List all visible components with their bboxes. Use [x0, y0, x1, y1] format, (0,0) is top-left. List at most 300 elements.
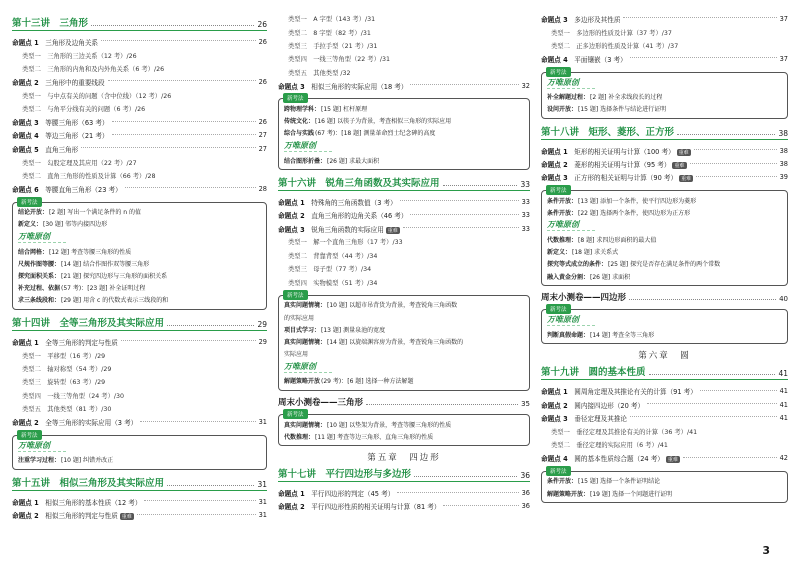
- page-ref: 40: [779, 295, 788, 304]
- method-line: [284, 115, 524, 127]
- item-key: 类型一: [551, 29, 570, 37]
- item-key: 命题点 2: [12, 78, 39, 87]
- difficulty-badge: 重难: [681, 176, 692, 183]
- toc-item-label: [278, 210, 407, 220]
- item-text: 轴对称型（54 考）/29: [47, 365, 112, 373]
- toc-item-label: [22, 51, 137, 60]
- method-text: [14 题] 以旋端渊容房为背景，考查锐角三角函数的: [327, 338, 464, 346]
- item-text: 直角三角形的性质及计算（66 考）/28: [47, 173, 156, 181]
- item-text: 锐角三角函数的实际应用: [311, 225, 384, 234]
- item-text: 圆内接四边形（20 考）: [574, 401, 645, 410]
- method-label: 探究等式成立的条件：: [547, 261, 608, 269]
- toc-subitem[interactable]: [12, 62, 267, 75]
- method-line: [18, 206, 261, 218]
- item-key: 类型三: [22, 379, 41, 387]
- lecture-17-header[interactable]: [278, 466, 530, 482]
- item-key: 类型二: [551, 442, 570, 450]
- item-text: 与角平分线有关的问题（6 考）/26: [47, 106, 146, 114]
- item-text: 一线三等角型（22 考）/31: [313, 56, 391, 64]
- item-key: 命题点 2: [278, 503, 305, 512]
- item-key: 类型二: [22, 65, 41, 73]
- method-line: [18, 218, 261, 230]
- page-ref: 41: [779, 400, 788, 409]
- toc-item[interactable]: [12, 75, 267, 88]
- page-ref: 38: [779, 146, 788, 155]
- method-label: 新定义：: [547, 249, 572, 257]
- toc-item[interactable]: [278, 195, 530, 208]
- toc-item[interactable]: [12, 495, 267, 508]
- toc-item[interactable]: [278, 486, 530, 499]
- page-ref: 41: [779, 413, 788, 422]
- weekend-quiz-quadrilateral[interactable]: [541, 291, 788, 303]
- lecture-15-cont-items: [278, 12, 530, 92]
- page-ref: 31: [258, 497, 267, 506]
- method-line: [284, 335, 524, 347]
- item-key: 命题点 1: [12, 338, 39, 347]
- method-line: [547, 91, 782, 103]
- method-label: 新定义：: [18, 221, 43, 229]
- toc-item-label: [278, 224, 400, 234]
- toc-subitem[interactable]: [278, 275, 530, 288]
- method-label: 结合图形折叠：: [284, 157, 327, 165]
- method-text: [13 题] 添加一个条件，使平行四边形为菱形: [578, 197, 697, 205]
- toc-item-label: [22, 171, 156, 180]
- method-text: [14 题] 结合作图作双等腰三角形: [61, 260, 150, 268]
- new-method-tag: 新考法: [546, 185, 571, 195]
- page-ref: 29: [258, 337, 267, 346]
- lecture-title: 第十八讲 矩形、菱形、正方形: [541, 126, 675, 138]
- method-line: [18, 257, 261, 269]
- method-label: 注重学习过程：: [18, 457, 61, 465]
- item-key: 类型一: [288, 239, 307, 247]
- method-line: [547, 475, 782, 487]
- method-text: [30 题] 邻等内接四边形: [43, 221, 108, 229]
- toc-item[interactable]: [12, 182, 267, 195]
- difficulty-badge: 重难: [387, 227, 398, 234]
- page-ref: 39: [779, 173, 788, 182]
- lecture-17-cont-items: [541, 12, 788, 66]
- quiz-title: 周末小测卷——四边形: [541, 293, 627, 304]
- method-line: [18, 294, 261, 306]
- item-text: 三角形的三边关系（12 考）/26: [47, 52, 137, 60]
- toc-item[interactable]: [278, 500, 530, 513]
- item-key: 类型一: [288, 16, 307, 24]
- method-line: [547, 194, 782, 206]
- item-text: 平行四边形的判定（45 考）: [311, 490, 395, 499]
- item-key: 类型一: [22, 159, 41, 167]
- toc-item[interactable]: [278, 208, 530, 221]
- item-key: 类型四: [288, 279, 307, 287]
- item-text: 三角形中的重要线段: [45, 78, 105, 87]
- item-key: 类型四: [22, 392, 41, 400]
- toc-item-label: [22, 104, 145, 113]
- chapter-title: 第六章 圆: [638, 351, 691, 362]
- toc-item[interactable]: [541, 157, 788, 170]
- toc-subitem[interactable]: [541, 25, 788, 38]
- toc-subitem[interactable]: [12, 375, 267, 388]
- item-key: 类型三: [288, 42, 307, 50]
- toc-item[interactable]: [541, 384, 788, 397]
- method-label: 判断真假命题：: [547, 331, 590, 339]
- original-label: 万唯原创: [18, 440, 66, 452]
- method-text: [29 题] 用含 c 的代数式表示三线段的和: [61, 297, 169, 305]
- method-text: [18 题] 求关系式: [572, 249, 619, 257]
- lecture-13-items: [12, 35, 267, 196]
- toc-item-label: [288, 54, 390, 63]
- item-text: 多边形的性质及计算（37 考）/37: [576, 29, 672, 37]
- method-text: 实际应用: [284, 351, 309, 359]
- method-label: 跨物理学科：: [284, 105, 321, 113]
- toc-subitem[interactable]: [278, 235, 530, 248]
- method-line: [284, 430, 524, 442]
- item-text: 正多边形的性质及计算（41 考）/37: [576, 42, 679, 50]
- toc-subitem[interactable]: [541, 425, 788, 438]
- toc-item[interactable]: [541, 52, 788, 65]
- toc-item-label: [12, 510, 134, 520]
- item-text: 与中点有关的问题（含中位线）（12 考）/26: [47, 92, 172, 100]
- toc-item-label: [278, 488, 394, 498]
- page-ref: 26: [257, 20, 267, 29]
- new-method-box: [541, 190, 788, 286]
- lecture-18-header[interactable]: [541, 124, 788, 140]
- toc-subitem[interactable]: [541, 39, 788, 52]
- page-ref: 37: [779, 14, 788, 23]
- toc-item[interactable]: [541, 12, 788, 25]
- item-text: 背靠背型（44 考）/34: [313, 252, 378, 260]
- new-method-tag: 新考法: [546, 466, 571, 476]
- item-text: 矩形的相关证明与计算（100 考）: [574, 147, 675, 156]
- method-line: [547, 103, 782, 115]
- item-text: 解一个直角三角形（17 考）/33: [313, 239, 403, 247]
- item-text: 一线三等角型（24 考）/30: [47, 392, 125, 400]
- toc-item[interactable]: [12, 35, 267, 48]
- item-text: 特殊角的三角函数值（3 考）: [311, 198, 397, 207]
- toc-item-label: [12, 337, 118, 347]
- method-text: [25 题] 探究是否存在满足条件的两个常数: [608, 261, 721, 269]
- column-2: [278, 12, 530, 513]
- toc-item[interactable]: [12, 508, 267, 521]
- toc-item-label: [288, 14, 375, 23]
- page-ref: 41: [779, 387, 788, 396]
- toc-item-label: [541, 172, 693, 182]
- method-label: 真实问题情境：: [284, 302, 327, 310]
- method-label: 真实问题情境：: [284, 421, 327, 429]
- item-key: 命题点 5: [12, 145, 39, 154]
- item-text: 旋转型（63 考）/29: [47, 379, 106, 387]
- method-label: 探究面积关系：: [18, 273, 61, 281]
- toc-item-label: [22, 404, 111, 413]
- item-text: 菱形的相关证明与计算（95 考）: [574, 161, 671, 170]
- item-key: 命题点 1: [12, 38, 39, 47]
- toc-item[interactable]: [12, 335, 267, 348]
- item-text: 全等三角形的判定与性质: [45, 338, 118, 347]
- method-label: 结论开放：: [18, 209, 49, 217]
- method-label: 条件开放：: [547, 197, 578, 205]
- method-text: [22 题] 选择两个条件，使四边形为正方形: [578, 209, 691, 217]
- item-key: 类型五: [22, 406, 41, 414]
- method-line: [547, 487, 782, 499]
- new-method-box: [541, 69, 788, 119]
- lecture-title: 第十四讲 全等三角形及其实际应用: [12, 318, 165, 329]
- toc-item-label: [551, 427, 697, 436]
- toc-item-label: [22, 351, 105, 360]
- item-text: 正方形的相关证明与计算（90 考）: [574, 174, 678, 183]
- column-1: [12, 12, 267, 522]
- toc-item-label: [541, 400, 644, 410]
- item-key: 类型二: [22, 173, 41, 181]
- toc-item-label: [12, 497, 141, 507]
- toc-item-label: [22, 64, 164, 73]
- page-ref: 31: [258, 418, 267, 427]
- lecture-13-header[interactable]: [12, 15, 267, 31]
- method-text: (29 考)：[6 题] 选择一种方法解题: [321, 378, 414, 386]
- item-key: 命题点 3: [541, 174, 568, 183]
- toc-item-label: [278, 197, 397, 207]
- toc-subitem[interactable]: [278, 39, 530, 52]
- method-label: 解题策略开放: [284, 378, 321, 386]
- method-text: [12 题] 考查等腰三角形的性质: [49, 248, 132, 256]
- method-line: [18, 282, 261, 294]
- item-text: 等边三角形（21 考）: [45, 132, 109, 141]
- toc-item[interactable]: [278, 79, 530, 92]
- item-key: 命题点 2: [12, 419, 39, 428]
- item-text: 勾股定理及其应用（22 考）/27: [47, 159, 137, 167]
- item-key: 命题点 3: [278, 225, 305, 234]
- toc-item-label: [551, 41, 678, 50]
- method-text: [26 题] 求面积: [590, 273, 631, 281]
- method-text: [21 题] 探究四边形与三角形的面积关系: [61, 273, 168, 281]
- difficulty-badge: 重难: [678, 149, 689, 156]
- toc-subitem[interactable]: [12, 348, 267, 361]
- original-label: 万唯原创: [284, 361, 332, 373]
- toc-subitem[interactable]: [278, 52, 530, 65]
- item-text: 圆周角定理及其推论有关的计算（91 考）: [574, 388, 697, 397]
- page-ref: 26: [258, 77, 267, 86]
- method-label: 代数推理：: [284, 433, 315, 441]
- toc-subitem[interactable]: [12, 389, 267, 402]
- toc-item-label: [288, 251, 377, 260]
- toc-subitem[interactable]: [12, 102, 267, 115]
- new-method-tag: 新考法: [17, 197, 42, 207]
- method-line: [284, 127, 524, 139]
- page-number: 3: [762, 544, 770, 557]
- item-text: 垂径定理及其推论: [574, 414, 628, 423]
- toc-item-label: [541, 453, 680, 463]
- item-text: 其他类型 /32: [313, 69, 351, 77]
- item-key: 类型五: [288, 69, 307, 77]
- page-ref: 36: [521, 489, 530, 498]
- lecture-19-header[interactable]: [541, 364, 788, 380]
- method-label: 补全解题过程：: [547, 94, 590, 102]
- weekend-quiz-triangle[interactable]: [278, 396, 530, 408]
- item-key: 命题点 2: [12, 512, 39, 520]
- original-label: 万唯原创: [18, 231, 66, 243]
- page-ref: 42: [779, 454, 788, 463]
- lecture-title: 第十九讲 圆的基本性质: [541, 367, 646, 379]
- toc-item-label: [541, 14, 620, 24]
- item-key: 类型三: [288, 266, 307, 274]
- toc-subitem[interactable]: [12, 169, 267, 182]
- method-label: 条件开放：: [547, 209, 578, 217]
- lecture-19-items: [541, 384, 788, 464]
- lecture-14-header[interactable]: [12, 315, 267, 331]
- toc-item-label: [288, 278, 377, 287]
- item-key: 命题点 2: [541, 161, 568, 170]
- method-text: [15 题] 选择一个条件证明结论: [578, 478, 661, 486]
- method-text: [13 题] 测量泉池的宽度: [321, 326, 386, 334]
- toc-subitem[interactable]: [12, 402, 267, 415]
- toc-item-label: [288, 264, 371, 273]
- method-label: 条件开放：: [547, 478, 578, 486]
- page-ref: 31: [257, 479, 267, 489]
- toc-item[interactable]: [541, 398, 788, 411]
- toc-item[interactable]: [12, 142, 267, 155]
- method-text: [10 题] 以垫架为背景，考查等腰三角形的性质: [327, 421, 452, 429]
- item-text: 平行四边形性质的相关证明与计算（81 考）: [311, 503, 441, 512]
- item-key: 类型一: [22, 52, 41, 60]
- toc-item-label: [288, 237, 403, 246]
- method-text: [15 题] 杠杆原理: [321, 105, 368, 113]
- toc-item[interactable]: [12, 415, 267, 428]
- page-ref: 36: [521, 502, 530, 511]
- method-label: 补充过程、依据: [18, 285, 61, 293]
- toc-item-label: [288, 28, 371, 37]
- item-key: 命题点 4: [541, 55, 568, 64]
- toc-subitem[interactable]: [278, 262, 530, 275]
- item-key: 类型二: [551, 42, 570, 50]
- toc-item-label: [288, 68, 351, 77]
- toc-subitem[interactable]: [278, 12, 530, 25]
- lecture-15-header[interactable]: [12, 475, 267, 491]
- toc-subitem[interactable]: [278, 25, 530, 38]
- page-ref: 33: [521, 197, 530, 206]
- item-text: 三角形及边角关系: [45, 38, 99, 47]
- lecture-16-header[interactable]: [278, 175, 530, 191]
- new-method-box: [278, 98, 530, 170]
- item-key: 类型四: [288, 56, 307, 64]
- item-text: 手拉手型（21 考）/31: [313, 42, 378, 50]
- toc-item[interactable]: [12, 115, 267, 128]
- item-key: 类型一: [22, 92, 41, 100]
- method-line: [18, 454, 261, 466]
- toc-subitem[interactable]: [278, 249, 530, 262]
- toc-item-label: [12, 417, 137, 427]
- lecture-16-items: [278, 195, 530, 289]
- method-line: [284, 311, 524, 323]
- item-key: 命题点 1: [541, 147, 568, 156]
- toc-item-label: [278, 81, 407, 91]
- toc-subitem[interactable]: [278, 66, 530, 79]
- item-key: 命题点 1: [12, 498, 39, 507]
- page-ref: 32: [521, 81, 530, 90]
- toc-item[interactable]: [278, 222, 530, 235]
- item-key: 命题点 4: [12, 132, 39, 141]
- item-key: 命题点 1: [278, 490, 305, 499]
- item-key: 命题点 3: [12, 119, 39, 128]
- toc-item[interactable]: [12, 129, 267, 142]
- original-label: 万唯原创: [547, 314, 595, 326]
- toc-subitem[interactable]: [12, 89, 267, 102]
- item-text: 三角形的内角和及内外角关系（6 考）/26: [47, 65, 165, 73]
- toc-item[interactable]: [541, 451, 788, 464]
- lecture-title: 第十七讲 平行四边形与多边形: [278, 469, 412, 481]
- method-label: 设问开放：: [547, 106, 578, 114]
- item-key: 命题点 6: [12, 185, 39, 194]
- item-text: 垂径定理的实际应用（6 考）/41: [576, 442, 668, 450]
- method-line: [547, 258, 782, 270]
- toc-item[interactable]: [541, 171, 788, 184]
- lecture-title: 第十六讲 锐角三角函数及其实际应用: [278, 178, 440, 190]
- toc-item[interactable]: [541, 144, 788, 157]
- page-ref: 29: [257, 320, 267, 329]
- method-label: 综合与实践: [284, 130, 315, 138]
- item-text: 直角三角形: [45, 145, 79, 154]
- lecture-17-items: [278, 486, 530, 513]
- method-line: [284, 348, 524, 360]
- item-key: 类型二: [22, 365, 41, 373]
- item-key: 类型二: [288, 252, 307, 260]
- item-text: 直角三角形的边角关系（46 考）: [311, 212, 408, 221]
- item-text: 相似三角形的基本性质（12 考）: [45, 498, 142, 507]
- toc-subitem[interactable]: [12, 48, 267, 61]
- new-method-box: [278, 411, 530, 446]
- new-method-tag: 新考法: [546, 304, 571, 314]
- item-text: 全等三角形的实际应用（3 考）: [45, 419, 138, 428]
- method-line: [18, 269, 261, 281]
- method-text: [10 题] 纠错并改正: [61, 457, 114, 465]
- method-line: [547, 206, 782, 218]
- page-ref: 33: [521, 224, 530, 233]
- method-line: [547, 328, 782, 340]
- chapter-title: 第五章 四边形: [367, 453, 441, 464]
- item-text: 相似三角形的实际应用（18 考）: [311, 82, 408, 91]
- item-text: 等腰三角形（63 考）: [45, 119, 109, 128]
- method-text: [14 题] 考查全等三角形: [590, 331, 655, 339]
- page-ref: 33: [520, 180, 530, 190]
- toc-item[interactable]: [541, 411, 788, 424]
- page-ref: 41: [778, 369, 788, 379]
- toc-item-label: [541, 159, 687, 169]
- difficulty-badge: 重难: [674, 163, 685, 170]
- toc-item-label: [541, 146, 691, 156]
- method-text: [15 题] 选择条件与结论进行证明: [578, 106, 667, 114]
- toc-item-label: [22, 391, 124, 400]
- method-text: (67 考)：[18 题] 测量革命烈士纪念碑的高度: [315, 130, 436, 138]
- method-line: [284, 154, 524, 166]
- toc-subitem[interactable]: [12, 156, 267, 169]
- item-text: 平面镶嵌（3 考）: [574, 55, 627, 64]
- item-text: 垂径定理及其推论有关的计算（36 考）/41: [576, 428, 698, 436]
- page-ref: 37: [779, 54, 788, 63]
- method-text: [16 题] 以筷子为背景，考查相似三角形的实际应用: [315, 118, 452, 126]
- method-line: [18, 245, 261, 257]
- item-text: 平移型（16 考）/29: [47, 352, 106, 360]
- page-ref: 35: [521, 399, 530, 408]
- toc-item-label: [278, 501, 440, 511]
- lecture-14-items: [12, 335, 267, 429]
- toc-item-label: [541, 413, 627, 423]
- item-key: 命题点 3: [541, 15, 568, 24]
- toc-subitem[interactable]: [12, 362, 267, 375]
- method-text: [8 题] 求四边形面积的最大值: [578, 237, 657, 245]
- toc-subitem[interactable]: [541, 438, 788, 451]
- new-method-tag: 新考法: [283, 93, 308, 103]
- item-key: 命题点 1: [541, 388, 568, 397]
- difficulty-badge: 重难: [667, 457, 678, 464]
- new-method-box: [278, 292, 530, 391]
- new-method-tag: 新考法: [283, 290, 308, 300]
- original-label: 万唯原创: [547, 219, 595, 231]
